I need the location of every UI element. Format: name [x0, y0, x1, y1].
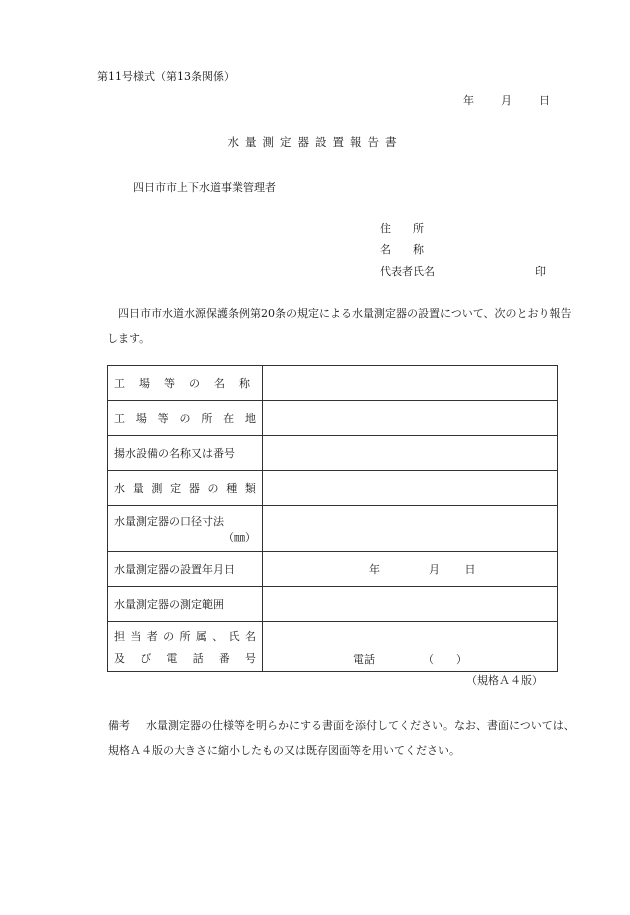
- value-pump-equipment[interactable]: [263, 436, 558, 471]
- table-row: [108, 471, 558, 506]
- date-day-label: 日: [539, 94, 550, 107]
- document-title: 水量測定器設置報告書: [227, 135, 403, 149]
- label-char: 担: [114, 629, 125, 643]
- label-char: 者: [146, 629, 158, 643]
- label-char: 工: [114, 377, 125, 390]
- label-spread-line2: [114, 650, 256, 666]
- row-label-install-date: 水量測定器の設置年月日: [108, 552, 263, 587]
- applicant-address-label: 住所: [380, 222, 446, 235]
- label-char: 、: [212, 629, 224, 643]
- row-label-meter-diameter: [108, 506, 263, 552]
- label-char: 号: [244, 651, 256, 665]
- row-label-contact-person: [108, 622, 263, 672]
- label-char: 電: [166, 651, 178, 665]
- addressee: 四日市市上下水道事業管理者: [133, 181, 276, 194]
- label-char: の: [163, 629, 175, 643]
- table-row: [108, 552, 558, 587]
- label-char: 氏: [228, 629, 240, 643]
- label-char: 所: [179, 629, 191, 643]
- label-char: 在: [223, 412, 235, 425]
- remarks: [108, 713, 578, 763]
- row-label-meter-type: [108, 471, 263, 506]
- install-month-label: 月: [429, 563, 440, 576]
- label-char: 測: [151, 482, 163, 495]
- table-row: [108, 587, 558, 622]
- table-row: [108, 506, 558, 552]
- label-char: 所: [201, 412, 213, 425]
- label-char: 定: [170, 482, 182, 495]
- phone-paren: （ ）: [423, 653, 467, 666]
- label-char: 工: [114, 412, 125, 425]
- row-label-measurement-range: 水量測定器の測定範囲: [108, 587, 263, 622]
- form-number: 第11号様式（第13条関係）: [97, 70, 235, 83]
- label-char: 名: [214, 377, 225, 390]
- label-char: 種: [226, 482, 238, 495]
- label-char: 等: [157, 412, 169, 425]
- value-measurement-range[interactable]: [263, 587, 558, 622]
- label-char: 当: [130, 629, 142, 643]
- date-month-label: 月: [501, 94, 512, 107]
- date-line: [463, 92, 550, 108]
- phone-label: 電話: [353, 653, 375, 666]
- label-char: 場: [135, 412, 147, 425]
- label-spread: [114, 480, 256, 496]
- label-char: の: [189, 377, 200, 390]
- install-year-label: 年: [369, 563, 380, 576]
- label-char: の: [179, 412, 191, 425]
- report-table: [107, 365, 558, 672]
- value-install-date[interactable]: [263, 552, 558, 587]
- row-label-factory-location: [108, 401, 263, 436]
- label-char: 水: [114, 482, 125, 495]
- install-day-label: 日: [464, 563, 476, 576]
- remarks-label: 備考: [108, 719, 130, 732]
- label-char: 等: [164, 377, 175, 390]
- label-char: 名: [245, 629, 256, 643]
- value-meter-type[interactable]: [263, 471, 558, 506]
- label-char: 称: [239, 377, 250, 390]
- table-row: [108, 622, 558, 672]
- spec-note: （規格Ａ４版）: [466, 674, 543, 687]
- table-row: [108, 401, 558, 436]
- label-spread: [114, 410, 256, 426]
- label-char: 類: [244, 482, 256, 495]
- value-factory-location[interactable]: [263, 401, 558, 436]
- label-char: 属: [195, 629, 207, 643]
- label-spread-line1: [114, 628, 256, 644]
- applicant-representative-label: 代表者氏名: [380, 265, 435, 278]
- meter-diameter-unit: （㎜）: [223, 530, 256, 544]
- row-label-factory-name: [108, 366, 263, 401]
- label-char: び: [140, 651, 152, 665]
- table-row: [108, 436, 558, 471]
- table-row: [108, 366, 558, 401]
- value-meter-diameter[interactable]: [263, 506, 558, 552]
- seal-mark: 印: [535, 265, 546, 278]
- label-char: 話: [192, 651, 204, 665]
- label-char: の: [207, 482, 219, 495]
- date-year-label: 年: [463, 94, 474, 107]
- applicant-name-label: 名称: [380, 243, 446, 256]
- label-char: 場: [139, 377, 150, 390]
- label-char: 地: [244, 412, 256, 425]
- label-char: 器: [188, 482, 200, 495]
- label-char: 番: [218, 651, 230, 665]
- label-spread: [114, 375, 256, 391]
- row-label-pump-equipment: 揚水設備の名称又は番号: [108, 436, 263, 471]
- meter-diameter-label: 水量測定器の口径寸法: [114, 514, 224, 528]
- remarks-text: 水量測定器の仕様等を明らかにする書面を添付してください。なお、書面については、規格Ａ４版の大きさに縮小したもの又は既存図面等を用いてください。: [108, 719, 575, 757]
- value-contact-person[interactable]: [263, 622, 558, 672]
- body-text: 四日市市水道水源保護条例第20条の規定による水量測定器の設置について、次のとおり報告します。: [107, 307, 572, 345]
- value-factory-name[interactable]: [263, 366, 558, 401]
- label-char: 量: [132, 482, 144, 495]
- label-char: 及: [114, 651, 125, 665]
